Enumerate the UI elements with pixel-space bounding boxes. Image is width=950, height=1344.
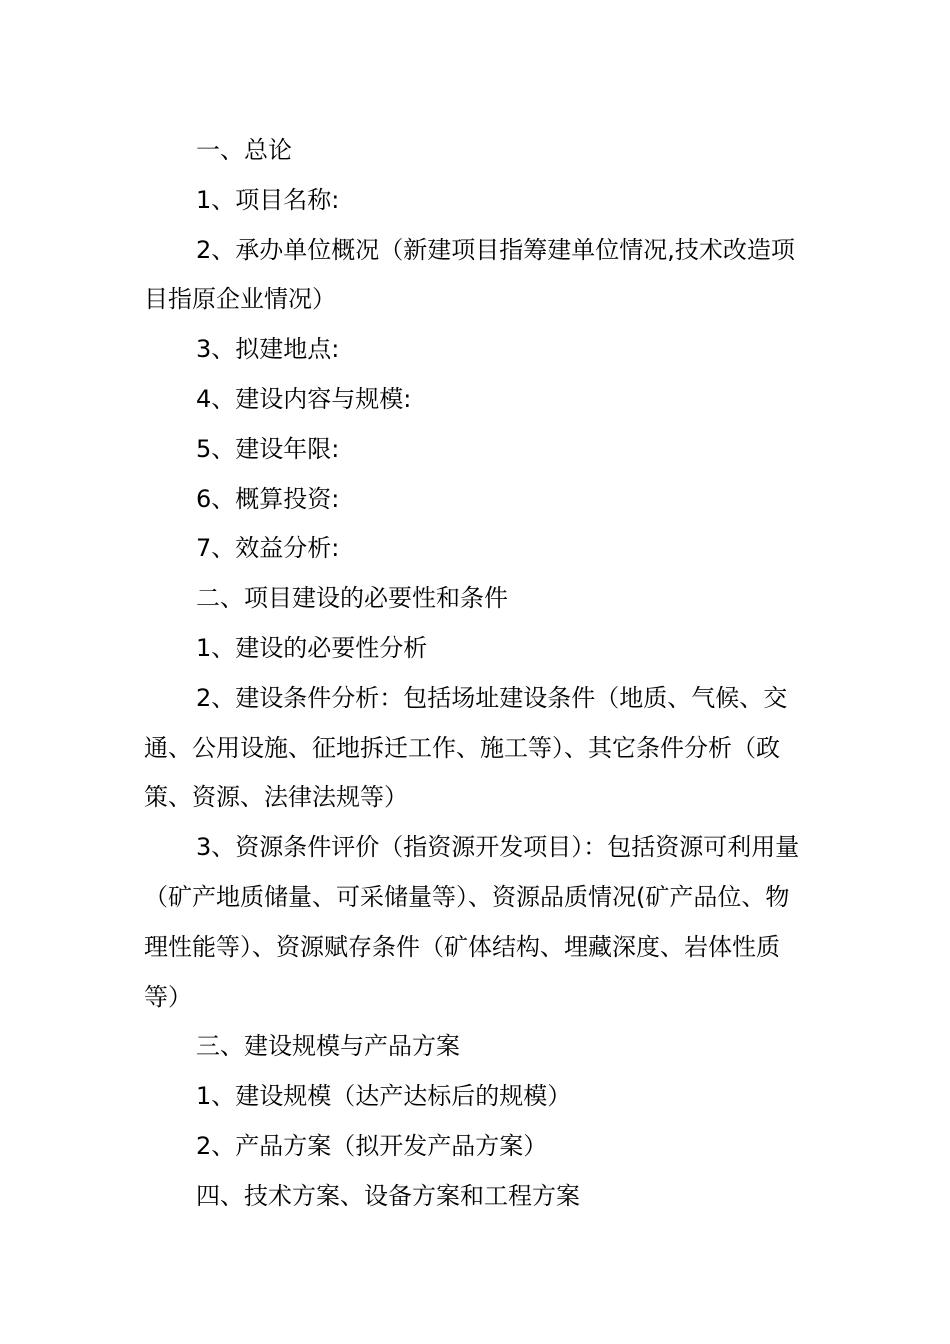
item-product-plan: 2、产品方案（拟开发产品方案） [196,1131,548,1160]
item-benefit-analysis: 7、效益分析: [196,534,340,563]
document-body [144,126,810,1222]
item-necessity-analysis: 1、建设的必要性分析 [196,633,428,662]
item-content-scale: 4、建设内容与规模: [196,384,412,413]
heading-technical-plans: 四、技术方案、设备方案和工程方案 [196,1181,580,1210]
item-construction-period: 5、建设年限: [196,434,340,463]
heading-scale-product: 三、建设规模与产品方案 [196,1032,460,1061]
item-project-name: 1、项目名称: [196,185,340,214]
item-estimated-investment: 6、概算投资: [196,484,340,513]
item-site-location: 3、拟建地点: [196,335,340,364]
item-undertaking-unit: 2、承办单位概况（新建项目指筹建单位情况,技术改造项目指原企业情况） [144,235,795,314]
heading-general: 一、总论 [196,136,292,164]
item-construction-scale: 1、建设规模（达产达标后的规模） [196,1082,572,1111]
item-resource-evaluation: 3、资源条件评价（指资源开发项目）：包括资源可利用量（矿产地质储量、可采储量等）、资源品质情况(矿产品位、物理性能等）、资源赋存条件（矿体结构、埋藏深度、岩体性质等） [144,833,800,1011]
heading-necessity-conditions: 二、项目建设的必要性和条件 [196,584,508,613]
item-conditions-analysis: 2、建设条件分析：包括场址建设条件（地质、气候、交通、公用设施、征地拆迁工作、施工等）、其它条件分析（政策、资源、法律法规等） [144,683,788,812]
